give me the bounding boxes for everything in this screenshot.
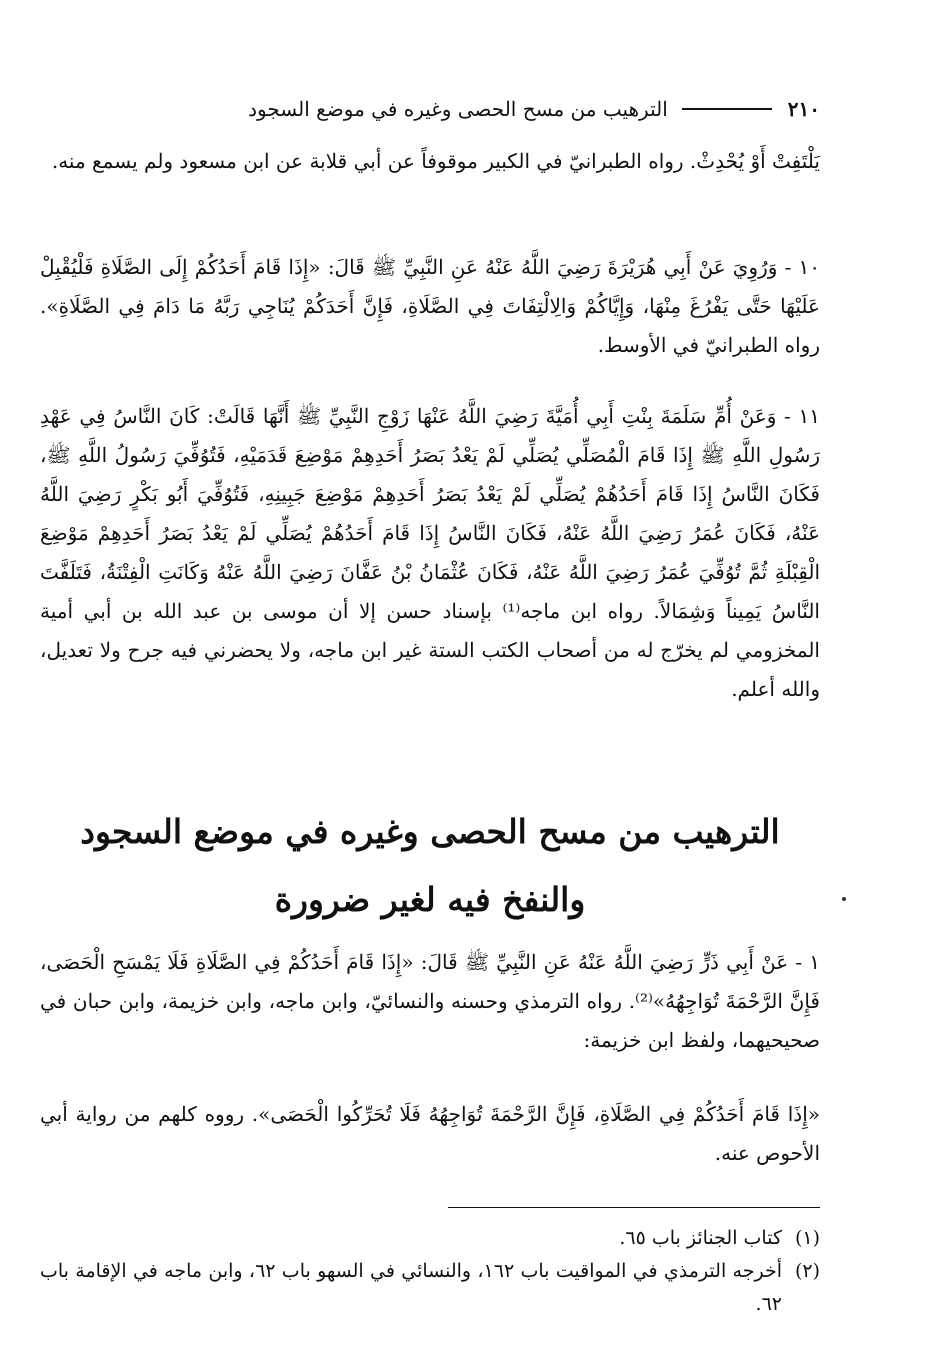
footnote-marker: (٢) xyxy=(794,1260,820,1282)
footnote-separator xyxy=(448,1207,820,1208)
hadith-11-paragraph: ١١ - وَعَنْ أُمِّ سَلَمَةَ بِنْتِ أَبِي أُمَيَّةَ رَضِيَ اللَّهُ عَنْهَا زَوْجِ النَّبِيِّ ﷺ أَنَّهَا قَالَتْ: كَانَ النَّاسُ فِي عَهْدِ رَسُولِ اللَّهِ ﷺ إِذَا قَامَ الْمُصَلِّي يُصَلِّي لَمْ يَعْدُ بَصَرُ أَحَدِهِمْ مَوْضِعَ قَدَمَيْهِ، فَتُوُفِّيَ رَسُولُ اللَّهِ ﷺ، فَكَانَ النَّاسُ إِذَا قَامَ أَحَدُهُمْ يُصَلِّي لَمْ يَعْدُ بَصَرُ أَحَدِهِمْ مَوْضِعَ جَبِينِهِ، فَتُوُفِّيَ أَبُو بَكْرٍ رَضِيَ اللَّهُ عَنْهُ، فَكَانَ عُمَرُ رَضِيَ اللَّهُ عَنْهُ، فَكَانَ النَّاسُ إِذَا قَامَ أَحَدُهُمْ يُصَلِّي لَمْ يَعْدُ بَصَرُ أَحَدِهِمْ مَوْضِعَ الْقِبْلَةِ ثُمَّ تُوُفِّيَ عُمَرُ رَضِيَ اللَّهُ عَنْهُ، فَكَانَ عُثْمَانُ بْنُ عَفَّانَ رَضِيَ اللَّهُ عَنْهُ وَكَانَتِ الْفِتْنَةُ، فَتَلَفَّتَ النَّاسُ يَمِيناً وَشِمَالاً. رواه ابن ماجه⁽¹⁾ بإسناد حسن إلا أن موسى بن عبد الله بن أبي أمية المخزومي لم يخرّج له من أصحاب الكتب الستة غير ابن ماجه، ولا يحضرني فيه جرح ولا تعديل، والله أعلم. xyxy=(40,404,820,701)
section-title-line-1: الترهيب من مسح الحصى وغيره في موضع السجود xyxy=(80,812,780,851)
hadith-1-paragraph: ١ - عَنْ أَبِي ذَرٍّ رَضِيَ اللَّهُ عَنْهُ عَنِ النَّبِيِّ ﷺ قَالَ: «إِذَا قَامَ أَحَدُكُمْ فِي الصَّلَاةِ فَلَا يَمْسَحِ الْحَصَى، فَإِنَّ الرَّحْمَةَ تُوَاجِهُهُ»⁽²⁾. رواه الترمذي وحسنه والنسائيّ، وابن ماجه، وابن خزيمة، وابن حبان في صحيحيهما، ولفظ ابن خزيمة: xyxy=(40,950,820,1052)
footnote-text: كتاب الجنائز باب ٦٥. xyxy=(619,1227,782,1249)
header-rule xyxy=(682,108,772,110)
footnote xyxy=(40,1255,820,1321)
ibn-khuzaymah-wording-paragraph: «إِذَا قَامَ أَحَدُكُمْ فِي الصَّلَاةِ، فَإِنَّ الرَّحْمَةَ تُوَاجِهُهُ فَلَا تُحَرِّكُوا الْحَصَى». رووه كلهم من رواية أبي الأحوص عنه. xyxy=(40,1102,820,1165)
margin-mark xyxy=(842,897,846,901)
footnote xyxy=(40,1222,820,1255)
running-title: الترهيب من مسح الحصى وغيره في موضع السجود xyxy=(248,97,668,121)
page-number: ٢١٠ xyxy=(787,97,820,121)
hadith-10-paragraph: ١٠ - وَرُوِيَ عَنْ أَبِي هُرَيْرَةَ رَضِيَ اللَّهُ عَنْهُ عَنِ النَّبِيِّ ﷺ قَالَ: «إِذَا قَامَ أَحَدُكُمْ إِلَى الصَّلَاةِ فَلْيُقْبِلْ عَلَيْهَا حَتَّى يَفْرُغَ مِنْهَا، وَإِيَّاكُمْ وَالِالْتِفَاتَ فِي الصَّلَاةِ، فَإِنَّ أَحَدَكُمْ يُنَاجِي رَبَّهُ مَا دَامَ فِي الصَّلَاةِ». رواه الطبرانيّ في الأوسط. xyxy=(40,255,820,357)
footnote-text: أخرجه الترمذي في المواقيت باب ١٦٢، والنسائي في السهو باب ٦٢، وابن ماجه في الإقامة باب ٦٢. xyxy=(40,1260,782,1315)
section-title-line-2: والنفخ فيه لغير ضرورة xyxy=(274,880,586,919)
paragraph-continuation: يَلْتَفِتْ أَوْ يُحْدِثْ. رواه الطبرانيّ في الكبير موقوفاً عن أبي قلابة عن ابن مسعود ولم يسمع منه. xyxy=(51,149,820,173)
footnote-marker: (١) xyxy=(794,1227,820,1249)
running-header xyxy=(40,92,820,126)
footnotes xyxy=(40,1222,820,1321)
